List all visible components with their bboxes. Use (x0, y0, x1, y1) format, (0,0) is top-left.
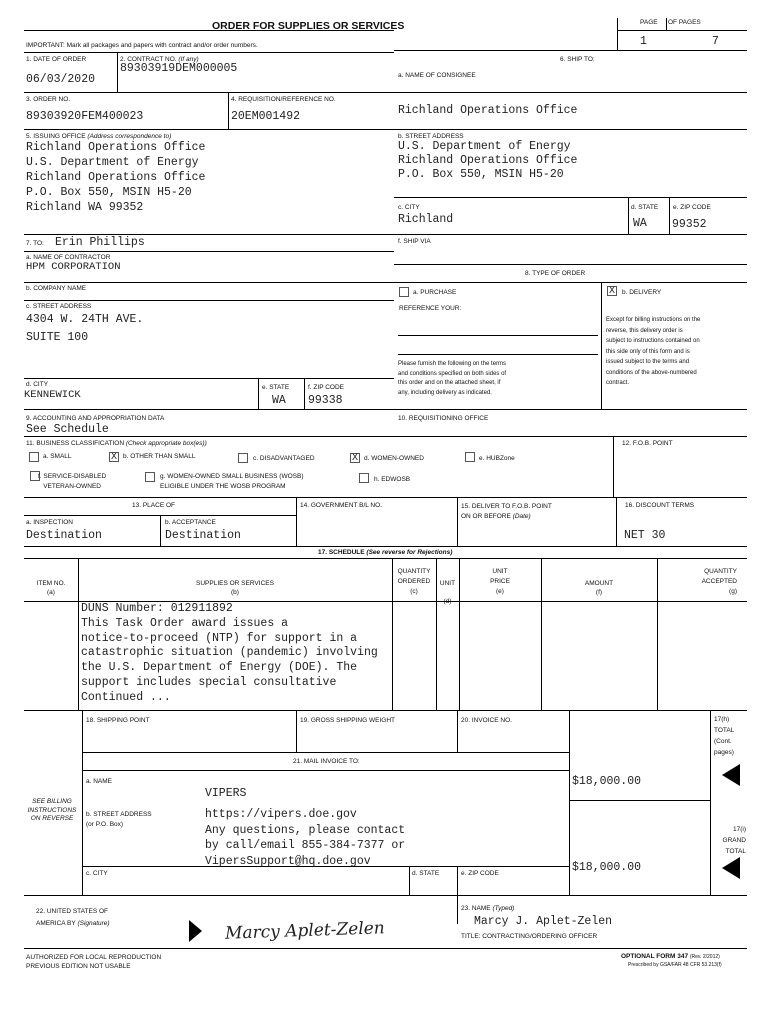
inspection-label: a. INSPECTION (26, 519, 73, 526)
signature-label-text: 22. UNITED STATES OF AMERICA BY (36, 908, 108, 927)
ship-street-value: U.S. Department of Energy Richland Operations Office P.O. Box 550, MSIN H5-20 (398, 140, 578, 181)
other-than-small-checkbox[interactable]: X (110, 452, 117, 463)
col-quantity-ordered: QUANTITY ORDERED (c) (397, 568, 431, 595)
contractor-zip-value: 99338 (308, 394, 343, 407)
typed-name-label-text: 23. NAME (461, 905, 491, 912)
requisition-no-value: 20EM001492 (231, 110, 301, 123)
place-of-label: 13. PLACE OF (132, 502, 175, 509)
reference-your-label: REFERENCE YOUR: (399, 305, 462, 312)
delivery-checkbox[interactable]: X (608, 286, 615, 297)
contractor-street-label: c. STREET ADDRESS (26, 303, 92, 310)
fob-point-label: 12. F.O.B. POINT (622, 440, 673, 447)
women-owned-label: d. WOMEN-OWNED (364, 455, 424, 462)
schedule-label-note: (See reverse for Rejections) (366, 549, 453, 556)
invoice-street-label: b. STREET ADDRESS (or P.O. Box) (86, 811, 152, 828)
invoice-street-value: https://vipers.doe.gov Any questions, please contact by call/email 855-384-7377 or VipersSupport@hq.doe.gov (205, 808, 406, 868)
ship-state-value: WA (633, 217, 647, 230)
invoice-city-label: c. CITY (86, 870, 108, 877)
edwosb-checkbox[interactable] (359, 473, 369, 483)
hubzone-label: e. HUBZone (479, 455, 515, 462)
footer-prescribed: Prescribed by GSA/FAR 48 CFR 53.213(f) (628, 962, 722, 968)
invoice-state-label: d. STATE (412, 870, 440, 877)
col-amount: AMOUNT (f) (584, 580, 614, 596)
service-disabled-label: f. SERVICE-DISABLED VETERAN-OWNED (38, 473, 107, 490)
delivery-terms-note: Except for billing instructions on the reverse, this delivery order is subject to instructions contained on this side only of this form and is issued subject to the terms and conditions of the above-numbered contract. (606, 317, 701, 386)
contractor-zip-label: f. ZIP CODE (308, 384, 344, 391)
arrow-right-icon (189, 920, 202, 942)
consignee-value: Richland Operations Office (398, 104, 578, 117)
business-class-label-note: (Check appropriate box(es)) (125, 440, 207, 447)
schedule-label (318, 549, 452, 557)
ship-state-label: d. STATE (631, 204, 659, 211)
total-cont-pages-label: 17(h) TOTAL (Cont. pages) (714, 716, 735, 756)
discount-terms-value: NET 30 (624, 529, 666, 542)
officer-title: TITLE: CONTRACTING/ORDERING OFFICER (461, 933, 598, 940)
disadvantaged-label: c. DISADVANTAGED (253, 455, 315, 462)
issuing-office-value: Richland Operations Office U.S. Department of Energy Richland Operations Office P.O. Box 550, MSIN H5-20 Richland WA 99352 (26, 141, 206, 214)
women-owned-checkbox[interactable]: X (351, 453, 358, 464)
arrow-left-icon (722, 857, 740, 879)
acceptance-value: Destination (165, 529, 241, 542)
business-class-label-text: 11. BUSINESS CLASSIFICATION (26, 440, 125, 447)
signature-label (36, 906, 110, 930)
important-note: IMPORTANT: Mark all packages and papers with contract and/or order numbers. (26, 42, 258, 49)
requisition-no-label: 4. REQUISITION/REFERENCE NO. (231, 96, 336, 103)
contract-no-label-text: 2. CONTRACT NO. (120, 56, 177, 63)
order-no-value: 89303920FEM400023 (26, 110, 144, 123)
ship-via-label: f. SHIP VIA (398, 238, 431, 245)
form-title: ORDER FOR SUPPLIES OR SERVICES (212, 20, 405, 32)
accounting-label: 9. ACCOUNTING AND APPROPRIATION DATA (26, 415, 165, 422)
shipping-point-label: 18. SHIPPING POINT (86, 717, 150, 724)
total-pages: 7 (712, 35, 719, 48)
deliver-by-label-note: (Date) (512, 513, 531, 520)
signature: Marcy Aplet-Zelen (224, 918, 386, 944)
signature-label-note: (Signature) (77, 920, 110, 927)
purchase-checkbox[interactable] (399, 287, 409, 297)
acceptance-label: b. ACCEPTANCE (165, 519, 216, 526)
wosb-label: g. WOMEN-OWNED SMALL BUSINESS (WOSB) ELIGIBLE UNDER THE WOSB PROGRAM (160, 473, 304, 490)
see-billing-note: SEE BILLING INSTRUCTIONS ON REVERSE (27, 798, 77, 822)
grand-total-label: 17(i) GRAND TOTAL (722, 826, 746, 855)
discount-terms-label: 16. DISCOUNT TERMS (625, 502, 695, 509)
col-supplies: SUPPLIES OR SERVICES (b) (196, 580, 274, 596)
invoice-name-label: a. NAME (86, 778, 113, 785)
col-unit-price: UNIT PRICE (e) (490, 568, 510, 595)
page-label: PAGE (640, 19, 658, 26)
order-no-label: 3. ORDER NO. (26, 96, 71, 103)
typed-name-label (461, 905, 514, 913)
schedule-description: DUNS Number: 012911892 This Task Order award issues a notice-to-proceed (NTP) for support in a catastrophic situation (pandemic) involving the U.S. Department of Energy (DOE). The support includes special consultative Continued ... (81, 602, 378, 704)
business-class-label (26, 440, 207, 448)
invoice-no-label: 20. INVOICE NO. (461, 717, 512, 724)
to-value: Erin Phillips (55, 236, 145, 249)
col-item-no: ITEM NO. (a) (36, 580, 66, 596)
purchase-terms-note: Please furnish the following on the terms and conditions specified on both sides of this order and on the attached sheet, if any, including delivery as indicated. (398, 361, 507, 396)
deliver-by-label-text: 15. DELIVER TO F.O.B. POINT ON OR BEFORE (461, 503, 552, 520)
arrow-left-icon (722, 764, 740, 786)
contract-no-label-note: (If any) (178, 56, 199, 63)
footer-reproduction-note: AUTHORIZED FOR LOCAL REPRODUCTION PREVIOUS EDITION NOT USABLE (26, 954, 162, 970)
disadvantaged-checkbox[interactable] (238, 453, 248, 463)
inspection-value: Destination (26, 529, 102, 542)
contractor-name-label: a. NAME OF CONTRACTOR (26, 254, 111, 261)
mail-invoice-label: 21. MAIL INVOICE TO: (293, 758, 360, 765)
deliver-by-label (461, 502, 552, 522)
footer-form-rev: (Rev. 2/2012) (689, 954, 720, 960)
invoice-zip-label: e. ZIP CODE (461, 870, 499, 877)
schedule-label-text: 17. SCHEDULE (318, 549, 365, 556)
invoice-name-value: VIPERS (205, 787, 247, 800)
total-amount-1: $18,000.00 (572, 775, 642, 788)
requisitioning-office-label: 10. REQUISITIONING OFFICE (398, 415, 489, 422)
col-quantity-accepted: QUANTITY ACCEPTED (g) (701, 568, 737, 595)
typed-name-value: Marcy J. Aplet-Zelen (474, 915, 613, 928)
other-than-small-label: b. OTHER THAN SMALL (123, 453, 196, 460)
gov-bl-label: 14. GOVERNMENT B/L NO. (300, 502, 382, 509)
page-number: 1 (640, 35, 647, 48)
gross-weight-label: 19. GROSS SHIPPING WEIGHT (300, 717, 395, 724)
footer-form-name: OPTIONAL FORM 347 (621, 953, 689, 960)
col-unit: UNIT (d) (439, 580, 456, 605)
small-checkbox[interactable] (29, 452, 39, 462)
contractor-name-value: HPM CORPORATION (26, 261, 121, 273)
wosb-checkbox[interactable] (145, 472, 155, 482)
issuing-office-label-text: 5. ISSUING OFFICE (26, 133, 86, 140)
issuing-office-label-note: (Address correspondence to) (87, 133, 172, 140)
of-pages-label: OF PAGES (668, 19, 701, 26)
date-of-order-value: 06/03/2020 (26, 73, 96, 86)
ship-street-label: b. STREET ADDRESS (398, 133, 464, 140)
contractor-street-value: 4304 W. 24TH AVE. SUITE 100 (26, 313, 144, 344)
contractor-state-label: e. STATE (262, 384, 290, 391)
ship-zip-label: e. ZIP CODE (673, 204, 711, 211)
consignee-label: a. NAME OF CONSIGNEE (398, 72, 476, 79)
hubzone-checkbox[interactable] (465, 452, 475, 462)
purchase-label: a. PURCHASE (413, 289, 457, 296)
ship-zip-value: 99352 (672, 218, 707, 231)
total-amount-2: $18,000.00 (572, 861, 642, 874)
typed-name-label-note: (Typed) (492, 905, 515, 912)
ship-to-label: 6. SHIP TO: (560, 56, 595, 63)
contractor-city-value: KENNEWICK (24, 389, 81, 401)
date-of-order-label: 1. DATE OF ORDER (26, 56, 87, 63)
contractor-state-value: WA (272, 394, 286, 407)
company-name-label: b. COMPANY NAME (26, 285, 87, 292)
type-of-order-label: 8. TYPE OF ORDER (525, 270, 586, 277)
footer-form-number (621, 953, 720, 961)
contractor-city-label: d. CITY (26, 381, 49, 388)
accounting-value: See Schedule (26, 423, 109, 436)
delivery-label: b. DELIVERY (622, 289, 662, 296)
to-label: 7. TO: (26, 240, 44, 247)
contract-no-value: 89303919DEM000005 (120, 62, 238, 75)
edwosb-label: h. EDWOSB (374, 476, 411, 483)
ship-city-label: c. CITY (398, 204, 420, 211)
ship-city-value: Richland (398, 213, 454, 226)
small-label: a. SMALL (43, 453, 72, 460)
